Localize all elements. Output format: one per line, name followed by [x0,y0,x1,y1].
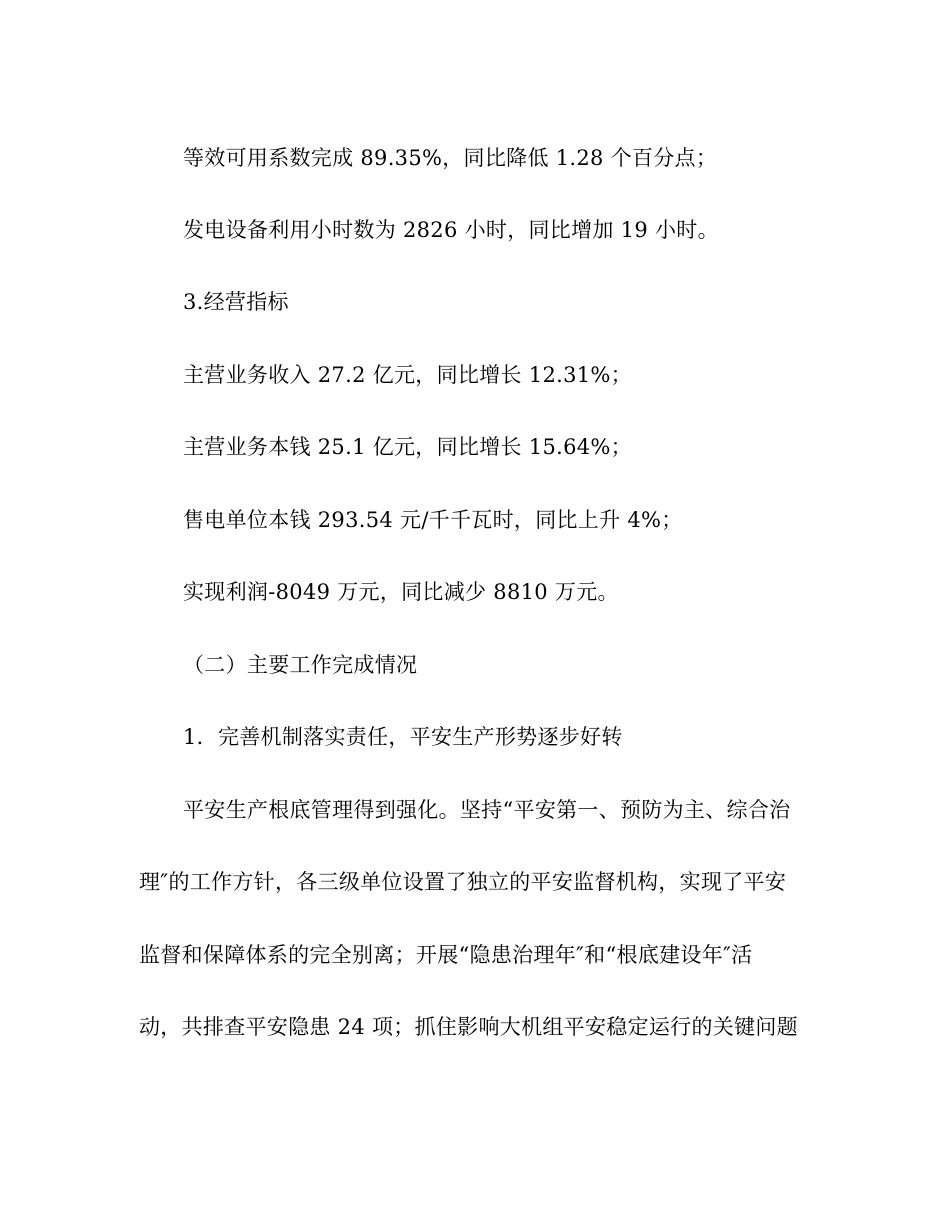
text-line-profit: 实现利润-8049 万元，同比减少 8810 万元。 [183,580,619,604]
text-line-revenue: 主营业务收入 27.2 亿元，同比增长 12.31%； [183,363,632,387]
text-line-cost: 主营业务本钱 25.1 亿元，同比增长 15.64%； [183,435,632,459]
section-heading-business-indicators: 3.经营指标 [183,290,289,314]
paragraph-line-2: 理″的工作方针，各三级单位设置了独立的平安监督机构，实现了平安 [139,870,787,894]
text-line-utilization-hours: 发电设备利用小时数为 2826 小时，同比增加 19 小时。 [183,218,719,242]
paragraph-line-4: 动，共排查平安隐患 24 项；抓住影响大机组平安稳定运行的关键问题 [139,1015,798,1039]
paragraph-line-3: 监督和保障体系的完全别离；开展“隐患治理年″和“根底建设年″活 [139,943,753,967]
subsection-heading-safety: 1．完善机制落实责任，平安生产形势逐步好转 [183,725,623,749]
section-heading-main-work: （二）主要工作完成情况 [183,653,418,677]
paragraph-line-1: 平安生产根底管理得到强化。坚持“平安第一、预防为主、综合治 [183,798,791,822]
text-line-availability: 等效可用系数完成 89.35%，同比降低 1.28 个百分点； [183,146,718,170]
text-line-unit-cost: 售电单位本钱 293.54 元/千千瓦时，同比上升 4%； [183,508,683,532]
